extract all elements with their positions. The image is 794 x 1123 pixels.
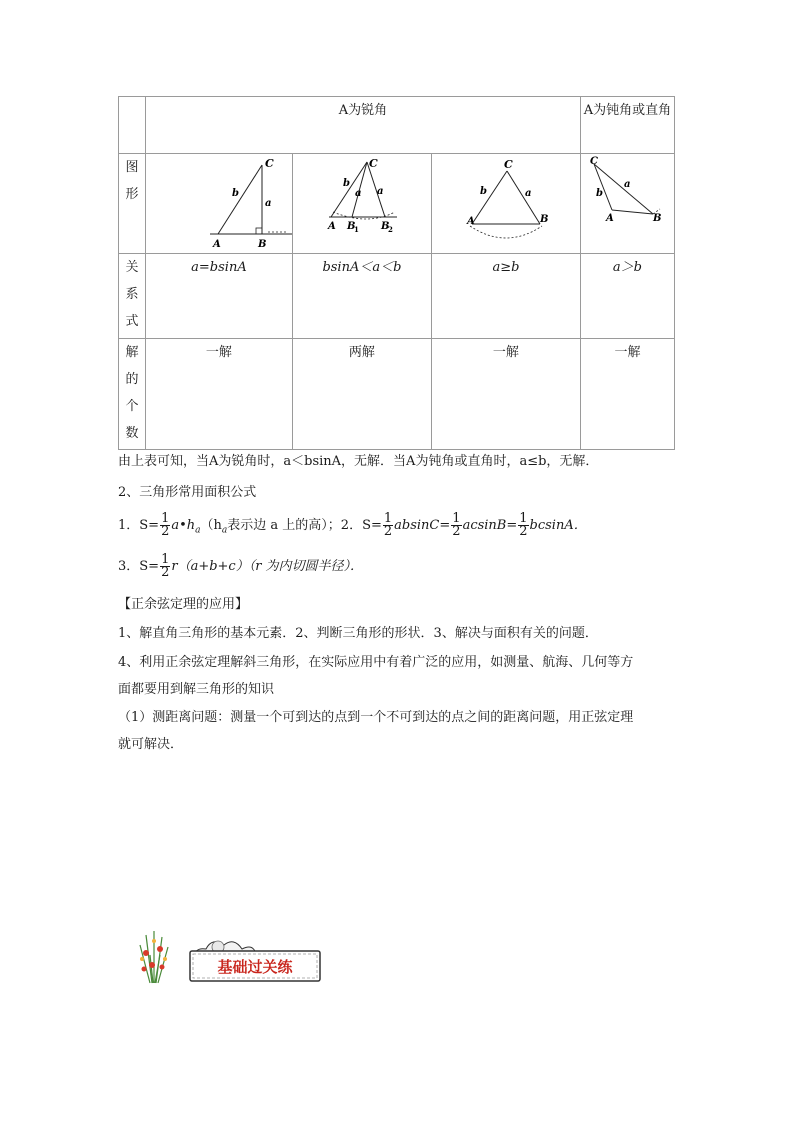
two-solutions-diagram (293, 154, 431, 253)
banner-title: 基础过关练 (217, 958, 293, 976)
label-b-vertex: B (257, 239, 267, 250)
svg-text:A: A (327, 221, 336, 232)
item-5-line-1: （1）测距离问题：测量一个可到达的点到一个不可到达的点之间的距离问题，用正弦定理 (118, 710, 634, 725)
fraction-half: $\frac{1}{2}$ (161, 511, 170, 539)
item-4-line-2: 面都要用到解三角形的知识 (118, 682, 275, 697)
svg-text:B: B (539, 214, 549, 225)
svg-text:b: b (479, 186, 487, 197)
svg-text:a: a (376, 186, 384, 197)
item-1: 1、解直角三角形的基本元素．2、判断三角形的形状．3、解决与面积有关的问题． (118, 626, 598, 641)
svg-text:a: a (524, 188, 532, 199)
svg-text:b: b (342, 178, 350, 189)
table-corner-cell (119, 97, 146, 154)
flower-icon (132, 925, 324, 987)
area-formula-1: 1．S= $\frac{1}{2}$ $a•h_a(h_a$表示边 a 上的高）；2．S= $\frac{1}{2}$ absinC= $\frac{1}{2}$ acsinB= $\frac{1}{2}$ bcsinA． (118, 511, 587, 539)
svg-text:B: B (346, 221, 356, 232)
label-b: b (231, 188, 239, 199)
figure-obtuse-triangle (580, 154, 674, 254)
figure-acute-triangle (431, 154, 580, 254)
triangle-solution-table (118, 96, 675, 450)
row-head-count: 解 的 个 数 (119, 339, 146, 450)
relation-4: a＞b (580, 254, 674, 339)
relation-3: a≥b (431, 254, 580, 339)
svg-text:C: C (503, 158, 513, 171)
obtuse-triangle-diagram (582, 154, 672, 253)
item-5-line-2: 就可解决． (118, 737, 184, 752)
svg-text:A: A (466, 216, 475, 227)
svg-text:1: 1 (353, 225, 359, 234)
header-acute: A为锐角 (145, 97, 580, 154)
count-1: 一解 (145, 339, 292, 450)
relation-2: bsinA＜a＜b (292, 254, 431, 339)
count-4: 一解 (580, 339, 674, 450)
svg-text:C: C (368, 157, 378, 170)
area-formula-3: 3．S= $\frac{1}{2}$ r（a+b+c）（r 为内切圆半径）． (118, 552, 364, 580)
conclusion-line: 由上表可知，当A为锐角时，a＜bsinA，无解．当A为钝角或直角时，a≤b，无解． (118, 454, 599, 469)
svg-text:A: A (606, 213, 615, 224)
label-a-vertex: A (212, 239, 221, 250)
figure-right-triangle (145, 154, 292, 254)
item-4-line-1: 4、利用正余弦定理解斜三角形，在实际应用中有着广泛的应用，如测量、航海、几何等方 (118, 655, 634, 670)
acute-triangle-diagram (432, 154, 580, 253)
count-3: 一解 (431, 339, 580, 450)
label-c: C (264, 157, 274, 170)
figure-two-solutions (292, 154, 431, 254)
section-2-title: 2、三角形常用面积公式 (118, 485, 257, 500)
row-head-figure: 图 形 (119, 154, 146, 254)
svg-text:b: b (596, 188, 604, 199)
svg-text:2: 2 (387, 225, 393, 234)
svg-text:a: a (354, 188, 362, 199)
header-obtuse: A为钝角或直角 (580, 97, 674, 154)
row-head-relation: 关 系 式 (119, 254, 146, 339)
count-2: 两解 (292, 339, 431, 450)
svg-text:a: a (624, 179, 631, 190)
label-a: a (264, 198, 272, 209)
basic-practice-banner (132, 925, 324, 987)
section-heading: 【正余弦定理的应用】 (118, 597, 249, 612)
svg-text:B: B (653, 213, 662, 224)
svg-text:B: B (380, 221, 390, 232)
relation-1: a=bsinA (145, 254, 292, 339)
svg-text:C: C (590, 156, 599, 167)
right-triangle-diagram (146, 154, 292, 253)
